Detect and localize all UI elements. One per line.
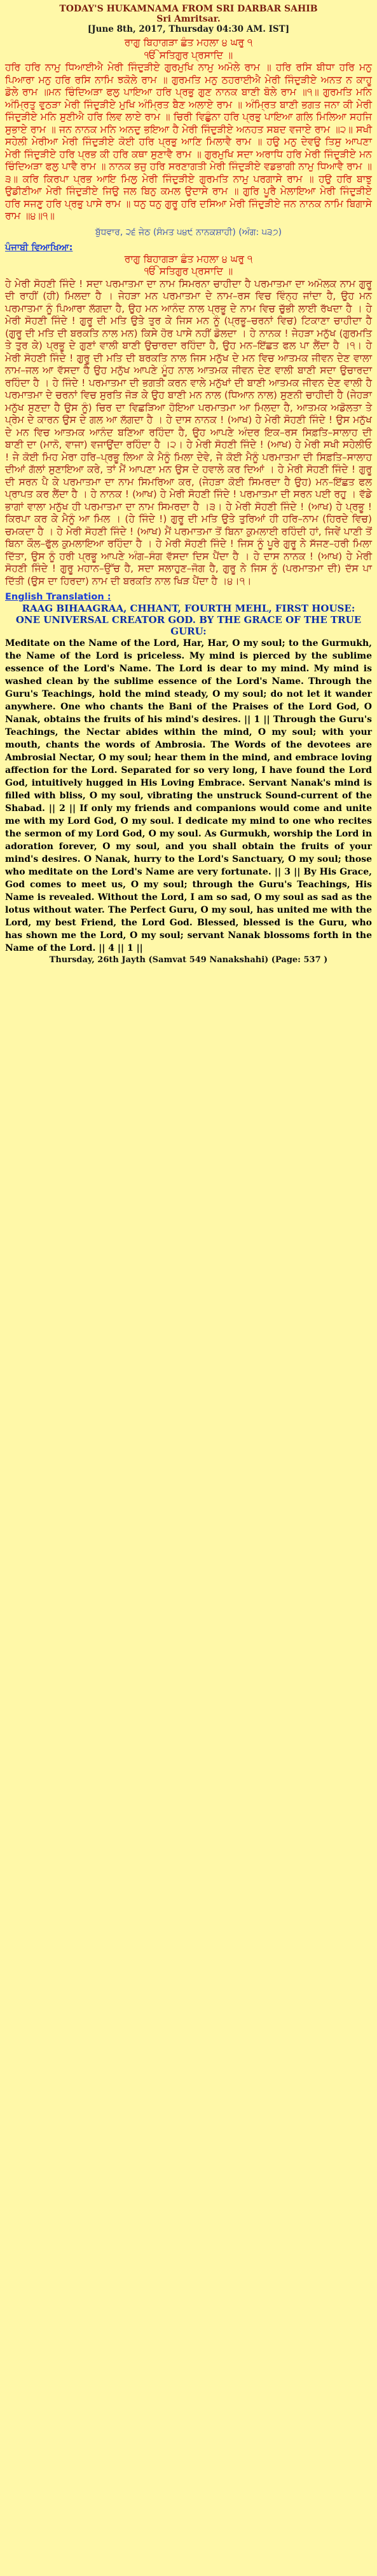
gurbani-raag-line: ਰਾਗੁ ਬਿਹਾਗੜਾ ਛੰਤ ਮਹਲਾ ੪ ਘਰੁ ੧ [124,37,253,48]
english-footer: Thursday, 26th Jayth (Samvat 549 Nanakshahi) (Page: 537 ) [49,955,328,965]
english-raag-heading: RAAG BIHAAGRAA, CHHANT, FOURTH MEHL, FIRST HOUSE: [22,603,355,614]
punjabi-mool-line: ੴ ਸਤਿਗੁਰ ਪ੍ਰਸਾਦਿ ॥ [144,265,233,277]
punjabi-raag-line: ਰਾਗੁ ਬਿਹਾਗੜਾ ਛੰਤ ਮਹਲਾ ੪ ਘਰੁ ੧ [124,253,253,265]
gurbani-text: ਹਰਿ ਹਰਿ ਨਾਮੁ ਧਿਆਈਐ ਮੇਰੀ ਜਿੰਦੁੜੀਏ ਗੁਰਮੁਖਿ ਨਾਮੁ ਅਮੋਲੇ ਰਾਮ ॥ ਹਰਿ ਰਸਿ ਬੀਧਾ ਹਰਿ ਮਨੁ ਪਿਆਰਾ ਮਨੁ ਹਰਿ ਰਸਿ ਨਾਮਿ ਝਕੋਲੇ ਰਾਮ ॥ ਗੁਰਮਤਿ ਮਨੁ ਠਹਰਾਈਐ ਮੇਰੀ ਜਿੰਦੁੜੀਏ ਅਨਤ ਨ ਕਾਹੂ ਡੋਲੇ ਰਾਮ ॥ਮਨ ਚਿੰਦਿਅੜਾ ਫਲੁ ਪਾਇਆ ਹਰਿ ਪ੍ਰਭੁ ਗੁਣ ਨਾਨਕ ਬਾਣੀ ਬੋਲੇ ਰਾਮ ॥੧॥ ਗੁਰਮਤਿ ਮਨਿ ਅੰਮ੍ਰਿਤੁ ਵੁਠੜਾ ਮੇਰੀ ਜਿੰਦੁੜੀਏ ਮੁਖਿ ਅੰਮ੍ਰਿਤ ਬੈਣ ਅਲਾਏ ਰਾਮ ॥ ਅੰਮ੍ਰਿਤ ਬਾਣੀ ਭਗਤ ਜਨਾ ਕੀ ਮੇਰੀ ਜਿੰਦੁੜੀਏ ਮਨਿ ਸੁਣੀਐ ਹਰਿ ਲਿਵ ਲਾਏ ਰਾਮ ॥ ਚਿਰੀ ਵਿਛੁੰਨਾ ਹਰਿ ਪ੍ਰਭੁ ਪਾਇਆ ਗਲਿ ਮਿਲਿਆ ਸਹਜਿ ਸੁਭਾਏ ਰਾਮ ॥ ਜਨ ਨਾਨਕ ਮਨਿ ਅਨਦੁ ਭਇਆ ਹੈ ਮੇਰੀ ਜਿੰਦੁੜੀਏ ਅਨਹਤ ਸਬਦ ਵਜਾਏ ਰਾਮ ॥੨॥ ਸਖੀ ਸਹੇਲੀ ਮੇਰੀਆ ਮੇਰੀ ਜਿੰਦੁੜੀਏ ਕੋਈ ਹਰਿ ਪ੍ਰਭੁ ਆਣਿ ਮਿਲਾਵੈ ਰਾਮ ॥ ਹਉ ਮਨੁ ਦੇਵਉ ਤਿਸੁ ਆਪਣਾ ਮੇਰੀ ਜਿੰਦੁੜੀਏ ਹਰਿ ਪ੍ਰਭ ਕੀ ਹਰਿ ਕਥਾ ਸੁਣਾਵੈ ਰਾਮ ॥ ਗੁਰਮੁਖਿ ਸਦਾ ਅਰਾਧਿ ਹਰਿ ਮੇਰੀ ਜਿੰਦੁੜੀਏ ਮਨ ਚਿੰਦਿਅੜਾ ਫਲੁ ਪਾਵੈ ਰਾਮ ॥ ਨਾਨਕ ਭਜੁ ਹਰਿ ਸਰਣਾਗਤੀ ਮੇਰੀ ਜਿੰਦੁੜੀਏ ਵਡਭਾਗੀ ਨਾਮੁ ਧਿਆਵੈ ਰਾਮ ॥੩॥ ਕਰਿ ਕਿਰਪਾ ਪ੍ਰਭ ਆਇ ਮਿਲੁ ਮੇਰੀ ਜਿੰਦੁੜੀਏ ਗੁਰਮਤਿ ਨਾਮੁ ਪਰਗਾਸੇ ਰਾਮ ॥ ਹਉ ਹਰਿ ਬਾਝੁ ਉਡੀਣੀਆ ਮੇਰੀ ਜਿੰਦੁੜੀਏ ਜਿਉ ਜਲ ਬਿਨੁ ਕਮਲ ਉਦਾਸੇ ਰਾਮ ॥ ਗੁਰਿ ਪੂਰੈ ਮੇਲਾਇਆ ਮੇਰੀ ਜਿੰਦੁੜੀਏ ਹਰਿ ਸਜਣੁ ਹਰਿ ਪ੍ਰਭੁ ਪਾਸੇ ਰਾਮ ॥ ਧਨੁ ਧਨੁ ਗੁਰੂ ਹਰਿ ਦਸਿਆ ਮੇਰੀ ਜਿੰਦੁੜੀਏ ਜਨ ਨਾਨਕ ਨਾਮਿ ਬਿਗਾਸੇ ਰਾਮ ॥੪॥੧॥ [5,62,372,222]
english-text: Meditate on the Name of the Lord, Har, Har, O my soul; to the Gurmukh, the Name of the Lord is priceless. My mind is pierced by the sublime essence of the Lord's Name. The Lord is dear to my mind. My mind is washed clean by the sublime essence of the Lord's Name. Through the Guru's Teachings, hold the mind steady, O my soul; do not let it wander anywhere. One who chants the Bani of the Praises of the Lord God, O Nanak, obtains the fruits of his mind's desires. || 1 || Through the Guru's Teachings, the Nectar abides within the mind, O my soul; with your mouth, chants the words of Ambrosia. The Words of the devotees are Ambrosial Nectar, O my soul; hear them in the mind, and embrace loving affection for the Lord. Separated for so very long, I have found the Lord God, intuitively hugged in His Loving Embrace. Servant Nanak's mind is filled with bliss, O my soul, vibrating the unstruck Sound-current of the Shabad. || 2 || If only my friends and companions would come and unite me with my Lord God, O my soul. I dedicate my mind to one who recites the sermon of my Lord God, O my soul. As Gurmukh, worship the Lord in adoration forever, O my soul, and you shall obtain the fruits of your mind's desires. O Nanak, hurry to the Lord's Sanctuary, O my soul; those who meditate on the Lord's Name are very fortunate. || 3 || By His Grace, God comes to meet us, O my soul; through the Guru's Teachings, His Name is revealed. Without the Lord, I am so sad, O my soul as sad as the lotus without water. The Perfect Guru, O my soul, has united me with the Lord, my best Friend, the Lord God. Blessed, blessed is the Guru, who has shown me the Lord, O my soul; servant Nanak blossoms forth in the Name of the Lord. || 4 || 1 || [5,638,372,953]
location-line: Sri Amritsar. [156,14,221,24]
punjabi-section-title: ਪੰਜਾਬੀ ਵਿਆਖਿਆ: [5,242,73,253]
english-onkar-heading: ONE UNIVERSAL CREATOR GOD. BY THE GRACE OF THE TRUE GURU: [15,614,362,637]
gurbani-footer: ਬੁੱਧਵਾਰ, ੨੬ ਜੇਠ (ਸੰਮਤ ੫੪੯ ਨਾਨਕਸ਼ਾਹੀ) (ਅੰਗ: ੫੩੭) [95,227,282,238]
page-title: TODAY'S HUKAMNAMA FROM SRI DARBAR SAHIB [59,4,318,14]
english-section-title: English Translation : [5,592,111,602]
hukamnama-page [0,0,377,965]
gurbani-mool-line: ੴ ਸਤਿਗੁਰ ਪ੍ਰਸਾਦਿ ॥ [144,49,233,61]
date-line: [June 8th, 2017, Thursday 04:30 AM. IST] [87,24,290,34]
punjabi-text: ਹੇ ਮੇਰੀ ਸੋਹਣੀ ਜਿੰਦੇ ! ਸਦਾ ਪਰਮਾਤਮਾ ਦਾ ਨਾਮ ਸਿਮਰਨਾ ਚਾਹੀਦਾ ਹੈ ਪਰਮਾਤਮਾ ਦਾ ਅਮੋਲਕ ਨਾਮ ਗੁਰੂ ਦੀ ਰਾਹੀਂ (ਹੀ) ਮਿਲਦਾ ਹੈ । ਜੇਹੜਾ ਮਨ ਪਰਮਾਤਮਾ ਦੇ ਨਾਮ–ਰਸ ਵਿਚ ਵਿੰਨ੍ਹ ਜਾਂਦਾ ਹੈ, ਉਹ ਮਨ ਪਰਮਾਤਮਾ ਨੂੰ ਪਿਆਰਾ ਲੱਗਦਾ ਹੈ, ਉਹ ਮਨ ਆਨੰਦ ਨਾਲ ਪ੍ਰਭੂ ਦੇ ਨਾਮ ਵਿਚ ਚੁੱਭੀ ਲਾਈ ਰੱਖਦਾ ਹੈ । ਹੇ ਮੇਰੀ ਸੋਹਣੀ ਜਿੰਦੇ ! ਗੁਰੂ ਦੀ ਮਤਿ ਉਤੇ ਤੁਰ ਕੇ ਜਿਸ ਮਨ ਨੂੰ (ਪ੍ਰਭੂ–ਚਰਨਾਂ ਵਿਚ) ਟਿਕਾਣਾ ਚਾਹੀਦਾ ਹੈ (ਗੁਰੂ ਦੀ ਮਤਿ ਦੀ ਬਰਕਤਿ ਨਾਲ ਮਨ) ਕਿਸੇ ਹੋਰ ਪਾਸੇ ਨਹੀਂ ਡੋਲਦਾ । ਹੇ ਨਾਨਕ ! ਜੇਹੜਾ ਮਨੁੱਖ (ਗੁਰਮਤਿ ਤੇ ਤੁਰ ਕੇ) ਪ੍ਰਭੂ ਦੇ ਗੁਣਾਂ ਵਾਲੀ ਬਾਣੀ ਉਚਾਰਦਾ ਰਹਿੰਦਾ ਹੈ, ਉਹ ਮਨ–ਇੱਛਤ ਫਲ ਪਾ ਲੈਂਦਾ ਹੈ ।੧। ਹੇ ਮੇਰੀ ਸੋਹਣੀ ਜਿੰਦੇ ! ਗੁਰੂ ਦੀ ਮਤਿ ਦੀ ਬਰਕਤਿ ਨਾਲ ਜਿਸ ਮਨੁੱਖ ਦੇ ਮਨ ਵਿਚ ਆਤਮਕ ਜੀਵਨ ਦੇਣ ਵਾਲਾ ਨਾਮ–ਜਲ ਆ ਵੱਸਦਾ ਹੈ ਉਹ ਮਨੁੱਖ ਆਪਣੇ ਮੂੰਹ ਨਾਲ ਆਤਮਕ ਜੀਵਨ ਦੇਣ ਵਾਲੀ ਬਾਣੀ ਸਦਾ ਉਚਾਰਦਾ ਰਹਿੰਦਾ ਹੈ । ਹੇ ਜਿੰਦੇ ! ਪਰਮਾਤਮਾ ਦੀ ਭਗਤੀ ਕਰਨ ਵਾਲੇ ਮਨੁੱਖਾਂ ਦੀ ਬਾਣੀ ਆਤਮਕ ਜੀਵਨ ਦੇਣ ਵਾਲੀ ਹੈ ਪਰਮਾਤਮਾ ਦੇ ਚਰਨਾਂ ਵਿਚ ਸੁਰਤਿ ਜੋੜ ਕੇ ਉਹ ਬਾਣੀ ਮਨ ਨਾਲ (ਧਿਆਨ ਨਾਲ) ਸੁਣਨੀ ਚਾਹੀਦੀ ਹੈ (ਜੇਹੜਾ ਮਨੁੱਖ ਸੁਣਦਾ ਹੈ ਉਸ ਨੂੰ) ਚਿਰ ਦਾ ਵਿਛੜਿਆ ਹੋਇਆ ਪਰਮਾਤਮਾ ਆ ਮਿਲਦਾ ਹੈ, ਆਤਮਕ ਅਡੋਲਤਾ ਤੇ ਪ੍ਰੇਮ ਦੇ ਕਾਰਨ ਉਸ ਦੇ ਗਲ ਆ ਲੱਗਦਾ ਹੈ । ਹੇ ਦਾਸ ਨਾਨਕ ! (ਆਖ) ਹੇ ਮੇਰੀ ਸੋਹਣੀ ਜਿੰਦੇ ! ਉਸ ਮਨੁੱਖ ਦੇ ਮਨ ਵਿਚ ਆਤਮਕ ਆਨੰਦ ਬਣਿਆ ਰਹਿੰਦਾ ਹੈ, ਉਹ ਆਪਣੇ ਅੰਦਰ ਇਕ–ਰਸ ਸਿਫ਼ਤਿ–ਸਾਲਾਹ ਦੀ ਬਾਣੀ ਦਾ (ਮਾਨੋ, ਵਾਜਾ) ਵਜਾਉਂਦਾ ਰਹਿੰਦਾ ਹੈ ।੨। ਹੇ ਮੇਰੀ ਸੋਹਣੀ ਜਿੰਦੇ ! (ਆਖ) ਹੇ ਮੇਰੀ ਸਖੀ ਸਹੇਲੀਓ ! ਜੇ ਕੋਈ ਮਿਹ ਮੇਰਾ ਹਰਿ–ਪ੍ਰਭੂ ਲਿਆ ਕੇ ਮੈਨੂੰ ਮਿਲਾ ਦੇਵੇ, ਜੇ ਕੋਈ ਮੈਨੂੰ ਪਰਮਾਤਮਾ ਦੀ ਸਿਫ਼ਤਿ–ਸਾਲਾਹ ਦੀਆਂ ਗੱਲਾਂ ਸੁਣਾਇਆ ਕਰੇ, ਤਾਂ ਮੈਂ ਆਪਣਾ ਮਨ ਉਸ ਦੇ ਹਵਾਲੇ ਕਰ ਦਿਆਂ । ਹੇ ਮੇਰੀ ਸੋਹਣੀ ਜਿੰਦੇ ! ਗੁਰੂ ਦੀ ਸਰਨ ਪੈ ਕੇ ਪਰਮਾਤਮਾ ਦਾ ਨਾਮ ਸਿਮਰਿਆ ਕਰ, (ਜੇਹੜਾ ਕੋਈ ਸਿਮਰਦਾ ਹੈ ਉਹ) ਮਨ–ਇੱਛਤ ਫਲ ਪ੍ਰਾਪਤ ਕਰ ਲੈਂਦਾ ਹੈ । ਹੇ ਨਾਨਕ ! (ਆਖ) ਹੇ ਮੇਰੀ ਸੋਹਣੀ ਜਿੰਦੇ ! ਪਰਮਾਤਮਾ ਦੀ ਸਰਨ ਪਈ ਰਹੁ । ਵੱਡੇ ਭਾਗਾਂ ਵਾਲਾ ਮਨੁੱਖ ਹੀ ਪਰਮਾਤਮਾ ਦਾ ਨਾਮ ਸਿਮਰਦਾ ਹੈ ।੩। ਹੇ ਮੇਰੀ ਸੋਹਣੀ ਜਿੰਦੇ ! (ਆਖ) ਹੇ ਪ੍ਰਭੂ ! ਕਿਰਪਾ ਕਰ ਕੇ ਮੈਨੂੰ ਆ ਮਿਲ । (ਹੇ ਜਿੰਦੇ !) ਗੁਰੂ ਦੀ ਮਤਿ ਉਤੇ ਤੁਰਿਆਂ ਹੀ ਹਰਿ–ਨਾਮ (ਹਿਰਦੇ ਵਿਚ) ਚਮਕਦਾ ਹੈ । ਹੇ ਮੇਰੀ ਸੋਹਣੀ ਜਿੰਦੇ ! (ਆਖ) ਮੈਂ ਪਰਮਾਤਮਾ ਤੋਂ ਬਿਨਾ ਕੁਮਲਾਈ ਰਹਿੰਦੀ ਹਾਂ, ਜਿਵੇਂ ਪਾਣੀ ਤੋਂ ਬਿਨਾ ਕੌਲ–ਫੁੱਲ ਕੁਮਲਾਇਆ ਰਹਿੰਦਾ ਹੈ । ਹੇ ਮੇਰੀ ਸੋਹਣੀ ਜਿੰਦੇ ! ਜਿਸ ਨੂੰ ਪੂਰੇ ਗੁਰੂ ਨੇ ਸੱਜਣ–ਹਰੀ ਮਿਲਾ ਦਿੱਤਾ, ਉਸ ਨੂੰ ਹਰੀ ਪ੍ਰਭੂ ਆਪਣੇ ਅੰਗ–ਸੰਗ ਵੱਸਦਾ ਦਿਸ ਪੈਂਦਾ ਹੈ । ਹੇ ਦਾਸ ਨਾਨਕ ! (ਆਖ) ਹੇ ਮੇਰੀ ਸੋਹਣੀ ਜਿੰਦੇ ! ਗੁਰੂ ਮਹਾਨ–ਉੱਚ ਹੈ, ਸਦਾ ਸਲਾਹੁਣ–ਜੋਗ ਹੈ, ਗੁਰੂ ਨੇ ਜਿਸ ਨੂੰ (ਪਰਮਾਤਮਾ ਦੀ) ਦੱਸ ਪਾ ਦਿੱਤੀ (ਉਸ ਦਾ ਹਿਰਦਾ) ਨਾਮ ਦੀ ਬਰਕਤਿ ਨਾਲ ਖਿੜ ਪੈਂਦਾ ਹੈ ।੪।੧। [5,278,372,587]
